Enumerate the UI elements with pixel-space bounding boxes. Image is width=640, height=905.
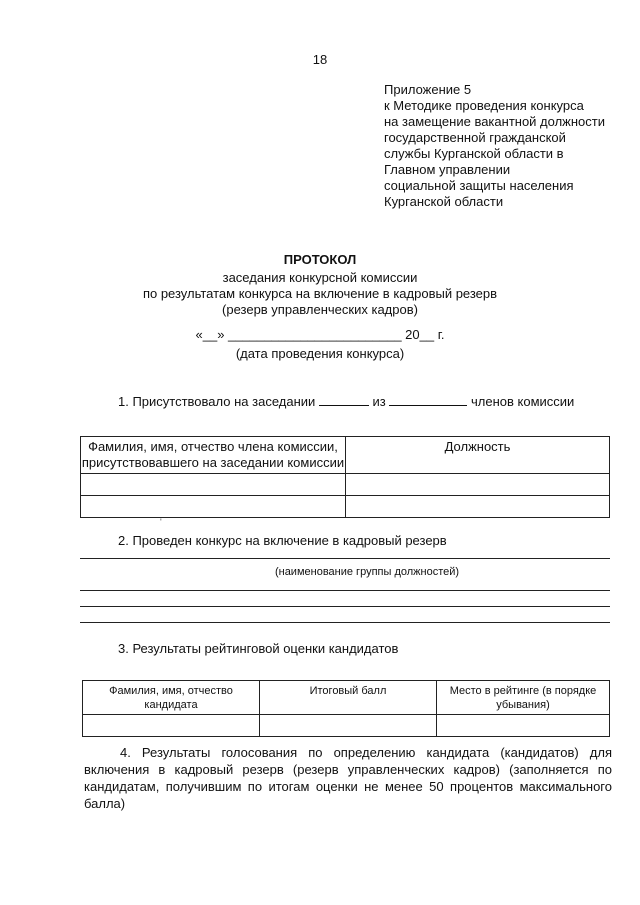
section-1-attendance: [118, 393, 574, 409]
appendix-line: Курганской области: [384, 194, 504, 209]
table-cell: [83, 715, 260, 737]
table-cell: [346, 474, 610, 496]
header-text: Фамилия, имя, отчество: [109, 685, 233, 697]
group-caption: (наименование группы должностей): [274, 566, 460, 578]
appendix-line: к Методике проведения конкурса: [384, 98, 584, 113]
attendance-text: из: [372, 394, 386, 409]
present-count-blank: [319, 393, 369, 406]
table-cell: [260, 715, 437, 737]
document-title: ПРОТОКОЛ: [283, 252, 357, 267]
header-text: Фамилия, имя, отчество члена комиссии,: [88, 439, 338, 454]
table-row: [83, 715, 610, 737]
appendix-line: на замещение вакантной должности: [384, 114, 605, 129]
header-text: убывания): [496, 699, 550, 711]
appendix-line: Главном управлении: [384, 162, 511, 177]
table-cell: [81, 496, 346, 518]
section-2-text: 2. Проведен конкурс на включение в кадровый резерв: [118, 533, 447, 548]
total-count-blank: [389, 393, 467, 406]
header-text: кандидата: [144, 699, 198, 711]
table-cell: [81, 474, 346, 496]
date-caption: (дата проведения конкурса): [235, 346, 405, 361]
table-header-row: [81, 437, 610, 474]
document-subtitle: по результатам конкурса на включение в кадровый резерв: [142, 286, 498, 301]
document-subtitle: заседания конкурсной комиссии: [222, 270, 418, 285]
appendix-line: социальной защиты населения: [384, 178, 574, 193]
section-4-text: 4. Результаты голосования по определению кандидата (кандидатов) для включения в кадровый резерв (резерв управленческих кадров) (заполняется по кандидатам, получившим по итогам оценки не менее 50 процентов максимального балла): [84, 745, 612, 811]
table-header-cell: [83, 681, 260, 715]
section-3-text: 3. Результаты рейтинговой оценки кандидатов: [118, 641, 399, 656]
table-row: [81, 496, 610, 518]
header-text: Место в рейтинге (в порядке: [449, 685, 597, 697]
fill-line: [80, 558, 610, 559]
table-header-cell: [437, 681, 610, 715]
appendix-line: службы Курганской области в: [384, 146, 564, 161]
attendance-text: 1. Присутствовало на заседании: [118, 394, 316, 409]
table-cell: [437, 715, 610, 737]
table-row: [81, 474, 610, 496]
appendix-line: государственной гражданской: [384, 130, 566, 145]
attendance-text: членов комиссии: [471, 394, 575, 409]
appendix-block: [384, 82, 634, 210]
table-header-cell: Итоговый балл: [260, 681, 437, 715]
fill-line: [80, 606, 610, 607]
table-header-row: [83, 681, 610, 715]
attendance-table: [80, 436, 610, 518]
page-number: 18: [312, 52, 328, 67]
appendix-line: Приложение 5: [384, 82, 472, 97]
header-text: присутствовавшего на заседании комиссии: [81, 455, 345, 470]
stray-mark: ': [160, 517, 162, 527]
date-line: «__» ________________________ 20__ г.: [195, 327, 445, 342]
table-cell: [346, 496, 610, 518]
document-subtitle: (резерв управленческих кадров): [222, 302, 418, 317]
rating-table: [82, 680, 610, 737]
table-header-cell: Должность: [346, 437, 610, 474]
fill-line: [80, 590, 610, 591]
fill-line: [80, 622, 610, 623]
table-header-cell: [81, 437, 346, 474]
